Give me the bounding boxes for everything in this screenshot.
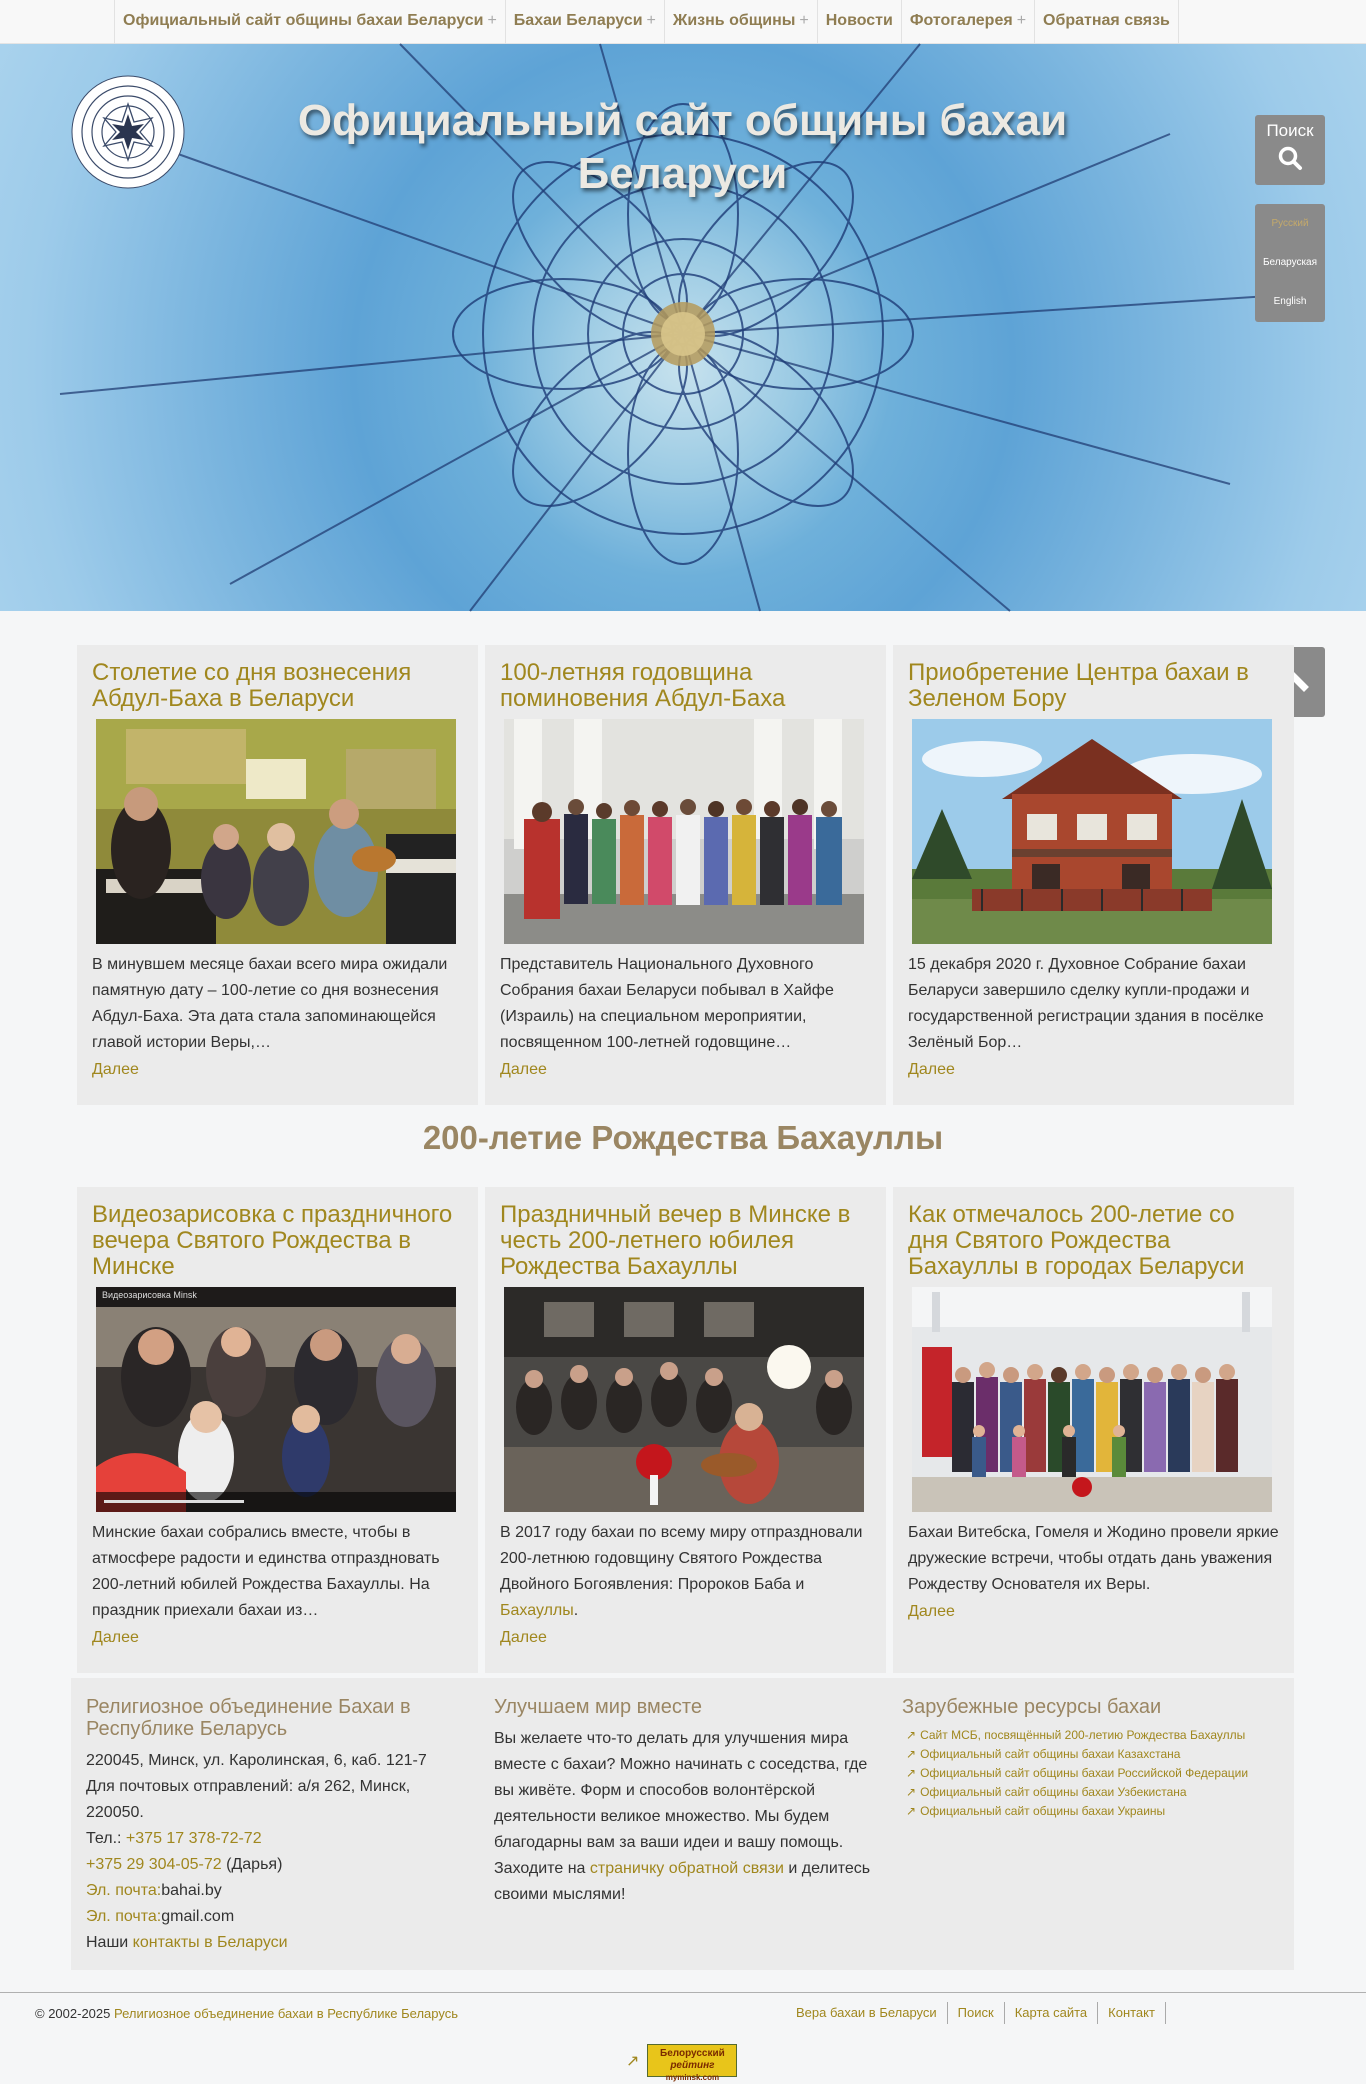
email-link-2[interactable]: Эл. почта: (86, 1908, 162, 1925)
external-link-icon: ↗ (906, 1747, 917, 1761)
email-link-1[interactable]: Эл. почта: (86, 1882, 162, 1899)
site-title: Официальный сайт общины бахаи Беларуси (297, 96, 1068, 198)
read-more-link[interactable]: Далее (92, 1061, 139, 1078)
card-image-concert[interactable] (504, 1287, 864, 1512)
contacts-line: Наши контакты в Беларуси (86, 1934, 288, 1951)
search-icon (1277, 145, 1303, 171)
contact-column (86, 1696, 466, 1956)
info-panel (71, 1678, 1294, 1970)
top-navigation (0, 0, 1366, 44)
search-label: Поиск (1266, 121, 1314, 140)
bahaullah-link[interactable]: Бахауллы (500, 1602, 574, 1619)
postal-address: Для почтовых отправлений: а/я 262, Минск, 220050. (86, 1778, 411, 1821)
contact-heading: Религиозное объединение Бахаи в Республике Беларусь (86, 1696, 411, 1740)
read-more-link[interactable]: Далее (908, 1061, 955, 1078)
card-excerpt: Представитель Национального Духовного Собрания бахаи Беларуси побывал в Хайфе (Израиль) на специальном мероприятии, посвященном 100-летней годовщине… (500, 956, 834, 1051)
expand-plus-icon[interactable]: + (646, 12, 656, 29)
footer-link-search[interactable]: Поиск (948, 2002, 1005, 2024)
search-button[interactable] (1255, 115, 1325, 185)
card-title[interactable]: Видеозарисовка с праздничного вечера Святого Рождества в Минске (92, 1201, 453, 1280)
external-link-icon: ↗ (906, 1785, 917, 1799)
lang-belarusian[interactable]: Беларуская (1262, 257, 1318, 268)
expand-plus-icon[interactable]: + (1016, 12, 1027, 29)
expand-plus-icon[interactable]: + (487, 12, 497, 29)
nine-pointed-star-logo[interactable] (70, 74, 186, 190)
nav-item-community-life[interactable]: Жизнь общины + (665, 0, 818, 44)
organization-link[interactable]: Религиозное объединение бахаи в Республике Беларусь (113, 2006, 458, 2021)
card-title[interactable]: 100-летняя годовщина поминовения Абдул-Баха (500, 659, 786, 712)
resource-link[interactable]: ↗ Официальный сайт общины бахаи Казахстана (906, 1747, 1181, 1761)
resources-heading: Зарубежные ресурсы бахаи (902, 1696, 1162, 1718)
nav-item-gallery[interactable]: Фотогалерея + (902, 0, 1035, 44)
news-card (77, 645, 478, 1105)
footer-link-faith[interactable]: Вера бахаи в Беларуси (786, 2002, 948, 2024)
card-title[interactable]: Приобретение Центра бахаи в Зеленом Бору (908, 659, 1249, 712)
footer-link-sitemap[interactable]: Карта сайта (1005, 2002, 1098, 2024)
improve-text: Вы желаете что-то делать для улучшения мира вместе с бахаи? Можно начинать с соседства, где вы живёте. Форм и способов волонтёрской деятельности великое множество. Мы будем благодарны вам за ваши идеи и вашу помощь. Заходите на страничку обратной связи и делитесь своими мыслями! (494, 1730, 871, 1903)
phone-link-1[interactable]: +375 17 378-72-72 (125, 1830, 262, 1847)
external-link-icon: ↗ (906, 1728, 917, 1742)
language-switcher (1255, 204, 1325, 322)
external-link-icon: ↗ (626, 2052, 640, 2070)
hero-banner (0, 44, 1366, 611)
phone-line-2: +375 29 304-05-72 (Дарья) (86, 1856, 283, 1873)
news-card (485, 645, 886, 1105)
resource-link[interactable]: ↗ Официальный сайт общины бахаи Российской Федерации (906, 1766, 1249, 1780)
card-excerpt: Бахаи Витебска, Гомеля и Жодино провели яркие дружеские встречи, чтобы отдать дань уважения Рождеству Основателя их Веры. (908, 1524, 1279, 1593)
card-image-music-room[interactable] (96, 719, 456, 944)
read-more-link[interactable]: Далее (500, 1061, 547, 1078)
card-title[interactable]: Праздничный вечер в Минске в честь 200-летнего юбилея Рождества Бахауллы (500, 1201, 851, 1280)
lang-english[interactable]: English (1273, 296, 1307, 307)
improve-world-column (494, 1696, 879, 1908)
nav-item-home[interactable]: Официальный сайт общины бахаи Беларуси + (114, 0, 506, 44)
read-more-link[interactable]: Далее (908, 1603, 955, 1620)
external-link-icon: ↗ (906, 1766, 917, 1780)
address: 220045, Минск, ул. Каролинская, 6, каб. 121-7 (86, 1752, 427, 1769)
card-excerpt: Минские бахаи собрались вместе, чтобы в атмосфере радости и единства отпраздновать 200-летний юбилей Рождества Бахауллы. На праздник приехали бахаи из… (92, 1524, 440, 1619)
nav-item-bahai-belarus[interactable]: Бахаи Беларуси + (506, 0, 665, 44)
read-more-link[interactable]: Далее (500, 1629, 547, 1646)
video-caption: Видеозарисовка Minsk (102, 1290, 197, 1300)
card-excerpt: В 2017 году бахаи по всему миру отпраздновали 200-летнюю годовщину Святого Рождества Двойного Богоявления: Пророков Баба и Бахауллы. (500, 1524, 863, 1619)
phone-link-2[interactable]: +375 29 304-05-72 (86, 1856, 222, 1873)
email-line-2: Эл. почта:gmail.com (86, 1908, 235, 1925)
feedback-page-link[interactable]: страничку обратной связи (589, 1860, 784, 1877)
footer-link-contact[interactable]: Контакт (1098, 2002, 1166, 2024)
resource-link[interactable]: ↗ Официальный сайт общины бахаи Узбекистана (906, 1785, 1187, 1799)
card-image-celebration-group[interactable] (912, 1287, 1272, 1512)
expand-plus-icon[interactable]: + (799, 12, 809, 29)
copyright: © 2002-2025 Религиозное объединение бахаи в Республике Беларусь (35, 2006, 458, 2021)
card-excerpt: 15 декабря 2020 г. Духовное Собрание бахаи Беларуси завершило сделку купли-продажи и государственной регистрации здания в посёлке Зелёный Бор… (908, 956, 1264, 1051)
nav-item-news[interactable]: Новости (818, 0, 902, 44)
news-card (485, 1187, 886, 1673)
nav-item-feedback[interactable]: Обратная связь (1035, 0, 1179, 44)
card-image-brick-house[interactable] (912, 719, 1272, 944)
lang-russian[interactable]: Русский (1271, 218, 1309, 229)
rating-widget (626, 2044, 737, 2082)
section-title: 200-летие Рождества Бахауллы (422, 1119, 944, 1156)
card-image-group-photo[interactable] (504, 719, 864, 944)
phone-line: Тел.: +375 17 378-72-72 (86, 1830, 262, 1847)
belarus-rating-badge[interactable]: Белорусский рейтинг myminsk.com (647, 2044, 737, 2077)
read-more-link[interactable]: Далее (92, 1629, 139, 1646)
card-video-thumbnail[interactable] (96, 1287, 456, 1512)
resources-list (902, 1726, 1287, 1821)
news-card (77, 1187, 478, 1673)
card-title[interactable]: Столетие со дня вознесения Абдул-Баха в Беларуси (92, 659, 412, 712)
resource-link[interactable]: ↗ Сайт МСБ, посвящённый 200-летию Рождества Бахауллы (906, 1728, 1246, 1742)
resource-link[interactable]: ↗ Официальный сайт общины бахаи Украины (906, 1804, 1166, 1818)
card-title[interactable]: Как отмечалось 200-летие со дня Святого Рождества Бахауллы в городах Беларуси (908, 1201, 1245, 1280)
card-excerpt: В минувшем месяце бахаи всего мира ожидали памятную дату – 100-летие со дня вознесения Абдул-Баха. Эта дата стала запоминающейся главой истории Веры,… (92, 956, 448, 1051)
resources-column (902, 1696, 1287, 1821)
footer-links (786, 2002, 1166, 2024)
external-link-icon: ↗ (906, 1804, 917, 1818)
improve-heading: Улучшаем мир вместе (494, 1696, 702, 1718)
news-card (893, 1187, 1294, 1673)
news-card (893, 645, 1294, 1105)
footer-divider (0, 1992, 1366, 1993)
contacts-link[interactable]: контакты в Беларуси (132, 1934, 288, 1951)
email-line-1: Эл. почта:bahai.by (86, 1882, 222, 1899)
